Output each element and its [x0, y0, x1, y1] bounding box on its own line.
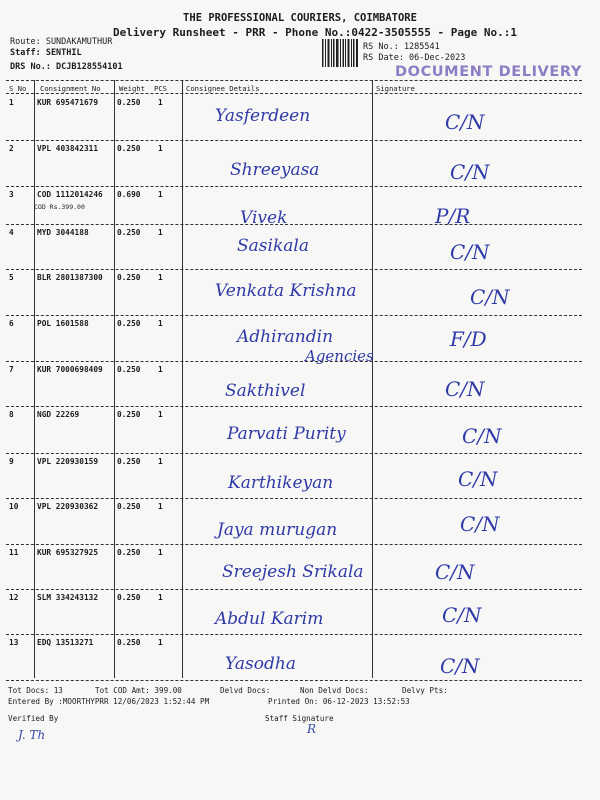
row-weight: 0.250	[117, 502, 141, 511]
consignee-name-handwritten: Yasferdeen	[215, 106, 311, 126]
row-consignment-no: NGD 22269	[37, 410, 80, 419]
row-sno: 5	[9, 273, 14, 282]
consignee-name-handwritten: Sasikala	[237, 236, 309, 256]
row-sno: 8	[9, 410, 14, 419]
row-divider	[6, 544, 582, 545]
signature-handwritten: C/N	[442, 603, 482, 627]
entered-by: Entered By :MOORTHYPRR 12/06/2023 1:52:44 PM	[8, 697, 210, 706]
row-divider	[6, 453, 582, 454]
signature-handwritten: F/D	[450, 327, 487, 351]
row-divider	[6, 224, 582, 225]
row-consignment-no: COD 1112014246	[37, 190, 103, 199]
table-header-border	[6, 93, 582, 94]
consignee-name-handwritten: Abdul Karim	[215, 609, 324, 629]
row-weight: 0.250	[117, 144, 141, 153]
route-label: Route: SUNDAKAMUTHUR	[10, 37, 113, 47]
signature-handwritten: C/N	[470, 285, 510, 309]
row-weight: 0.250	[117, 98, 141, 107]
row-pcs: 1	[158, 365, 163, 374]
row-pcs: 1	[158, 502, 163, 511]
row-divider	[6, 634, 582, 635]
row-weight: 0.250	[117, 319, 141, 328]
signature-handwritten: C/N	[458, 467, 498, 491]
rs-number: RS No.: 1285541	[363, 42, 440, 52]
document-delivery-stamp: DOCUMENT DELIVERY	[395, 64, 582, 80]
row-divider	[6, 140, 582, 141]
consignee-name-handwritten: Vivek	[240, 208, 288, 228]
consignee-name-handwritten: Parvati Purity	[227, 424, 346, 444]
row-sno: 7	[9, 365, 14, 374]
total-docs: Tot Docs: 13	[8, 686, 63, 695]
row-pcs: 1	[158, 638, 163, 647]
row-sno: 3	[9, 190, 14, 199]
row-divider	[6, 186, 582, 187]
row-weight: 0.250	[117, 457, 141, 466]
row-weight: 0.690	[117, 190, 141, 199]
row-weight: 0.250	[117, 410, 141, 419]
row-sno: 1	[9, 98, 14, 107]
verified-by-label: Verified By	[8, 714, 59, 723]
consignee-name-handwritten: Venkata Krishna	[215, 281, 357, 301]
row-sno: 6	[9, 319, 14, 328]
row-pcs: 1	[158, 410, 163, 419]
row-weight: 0.250	[117, 638, 141, 647]
row-sno: 4	[9, 228, 14, 237]
row-consignment-no: POL 1601588	[37, 319, 89, 328]
rs-date: RS Date: 06-Dec-2023	[363, 53, 466, 63]
signature-handwritten: C/N	[450, 160, 490, 184]
row-pcs: 1	[158, 190, 163, 199]
verified-by-initials: J. Th	[18, 728, 46, 742]
row-weight: 0.250	[117, 365, 141, 374]
signature-handwritten: C/N	[445, 110, 485, 134]
row-pcs: 1	[158, 548, 163, 557]
row-sno: 13	[9, 638, 19, 647]
row-weight: 0.250	[117, 228, 141, 237]
row-consignment-no: KUR 695327925	[37, 548, 99, 557]
signature-handwritten: C/N	[435, 560, 475, 584]
row-weight: 0.250	[117, 548, 141, 557]
row-pcs: 1	[158, 593, 163, 602]
consignee-name-handwritten: Jaya murugan	[217, 520, 338, 540]
row-divider	[6, 361, 582, 362]
row-sno: 9	[9, 457, 14, 466]
drs-number: DRS No.: DCJB128554101	[10, 62, 123, 72]
row-divider	[6, 406, 582, 407]
row-cod-amount: COD Rs.399.00	[34, 203, 85, 211]
column-header-consignment: Consignment No	[40, 84, 101, 93]
row-pcs: 1	[158, 457, 163, 466]
table-bottom-border	[6, 680, 582, 681]
runsheet-title: Delivery Runsheet - PRR - Phone No.:0422-3505555 - Page No.:1	[113, 26, 517, 39]
row-sno: 12	[9, 593, 19, 602]
consignee-extra-handwritten: Agencies	[305, 347, 374, 365]
consignee-name-handwritten: Shreeyasa	[230, 160, 320, 180]
printed-on: Printed On: 06-12-2023 13:52:53	[268, 697, 410, 706]
row-consignment-no: EDQ 13513271	[37, 638, 94, 647]
row-weight: 0.250	[117, 593, 141, 602]
column-header-weight: Weight	[119, 84, 145, 93]
barcode-image	[322, 39, 358, 67]
delivered-docs: Delvd Docs:	[220, 686, 271, 695]
row-consignment-no: KUR 7000698409	[37, 365, 103, 374]
row-sno: 10	[9, 502, 19, 511]
signature-handwritten: C/N	[445, 377, 485, 401]
row-pcs: 1	[158, 144, 163, 153]
staff-signature-label: Staff Signature	[265, 714, 334, 723]
column-header-sno: S No	[9, 84, 27, 93]
row-consignment-no: VPL 403842311	[37, 144, 99, 153]
row-consignment-no: VPL 220930159	[37, 457, 99, 466]
row-consignment-no: SLM 334243132	[37, 593, 99, 602]
row-sno: 11	[9, 548, 19, 557]
consignee-name-handwritten: Adhirandin	[237, 327, 334, 347]
staff-signature-initials: R	[307, 722, 317, 736]
row-divider	[6, 315, 582, 316]
row-consignment-no: MYD 3044188	[37, 228, 89, 237]
row-weight: 0.250	[117, 273, 141, 282]
row-consignment-no: VPL 220930362	[37, 502, 99, 511]
signature-handwritten: C/N	[462, 424, 502, 448]
consignee-name-handwritten: Sakthivel	[225, 381, 306, 401]
delivery-points: Delvy Pts:	[402, 686, 448, 695]
row-sno: 2	[9, 144, 14, 153]
company-name: THE PROFESSIONAL COURIERS, COIMBATORE	[183, 12, 417, 24]
row-divider	[6, 498, 582, 499]
row-consignment-no: KUR 695471679	[37, 98, 99, 107]
signature-handwritten: C/N	[440, 654, 480, 678]
row-divider	[6, 589, 582, 590]
row-divider	[6, 269, 582, 270]
staff-label: Staff: SENTHIL	[10, 48, 82, 58]
table-top-border	[6, 80, 582, 81]
row-pcs: 1	[158, 98, 163, 107]
consignee-name-handwritten: Yasodha	[225, 654, 296, 674]
column-header-signature: Signature	[376, 84, 415, 93]
non-delivered-docs: Non Delvd Docs:	[300, 686, 369, 695]
signature-handwritten: P/R	[435, 204, 471, 228]
column-header-consignee: Consignee Details	[186, 84, 260, 93]
consignee-name-handwritten: Karthikeyan	[228, 473, 334, 493]
row-consignment-no: BLR 2801387300	[37, 273, 103, 282]
signature-handwritten: C/N	[460, 512, 500, 536]
row-pcs: 1	[158, 228, 163, 237]
consignee-name-handwritten: Sreejesh Srikala	[222, 562, 364, 582]
signature-handwritten: C/N	[450, 240, 490, 264]
column-header-pcs: PCS	[154, 84, 167, 93]
row-pcs: 1	[158, 319, 163, 328]
total-cod-amount: Tot COD Amt: 399.00	[95, 686, 182, 695]
row-pcs: 1	[158, 273, 163, 282]
